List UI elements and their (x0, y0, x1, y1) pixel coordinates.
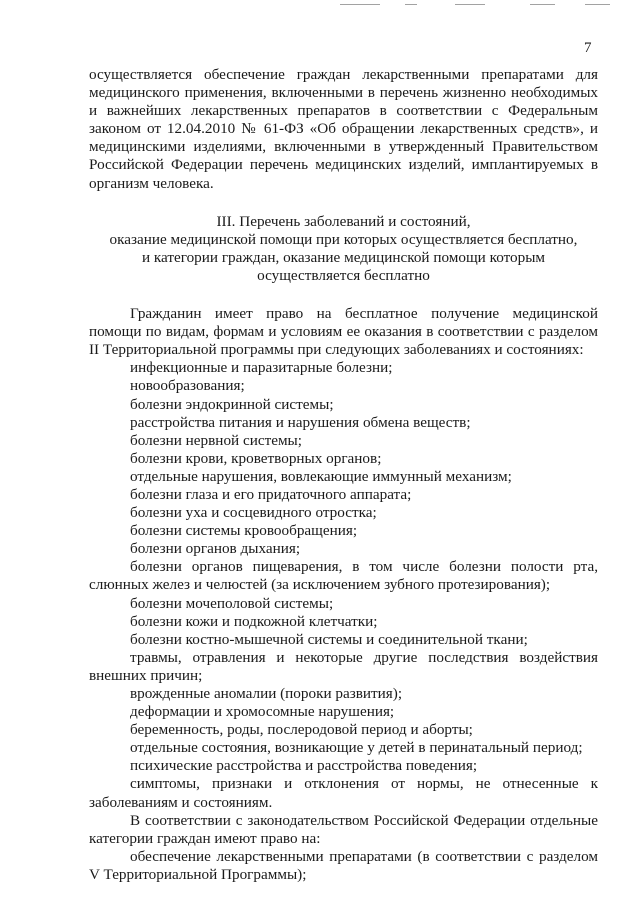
list-item: беременность, роды, послеродовой период и аборты; (130, 721, 473, 739)
list-item: болезни системы кровообращения; (130, 522, 358, 540)
document-body (89, 66, 598, 884)
text-line: медицинскими изделиями, включенными в утвержденный Правительством (89, 138, 598, 156)
section-heading (89, 213, 598, 285)
list-item: болезни крови, кроветворных органов; (130, 449, 382, 467)
heading-line: осуществляется бесплатно (257, 266, 430, 284)
list-item: инфекционные и паразитарные болезни; (130, 359, 393, 377)
text-line: организм человека. (89, 174, 214, 192)
list-item: обеспечение лекарственными препаратами (в соответствии с разделом (130, 847, 598, 865)
list-item: болезни органов дыхания; (130, 540, 301, 558)
scan-artifact (405, 4, 417, 5)
list-item-continuation: заболеваниям и состояниям. (89, 793, 273, 811)
list-item: болезни нервной системы; (130, 431, 302, 449)
text-line: помощи по видам, формам и условиям ее оказания в соответствии с разделом (89, 323, 598, 341)
text-line: Гражданин имеет право на бесплатное получение медицинской (130, 305, 598, 323)
list-item: деформации и хромосомные нарушения; (130, 703, 395, 721)
list-item: болезни уха и сосцевидного отростка; (130, 504, 377, 522)
list-item: психические расстройства и расстройства поведения; (130, 757, 478, 775)
text-line: законом от 12.04.2010 № 61-ФЗ «Об обращении лекарственных средств», и (89, 120, 598, 138)
scan-artifact (530, 4, 555, 5)
heading-line: и категории граждан, оказание медицинской помощи которым (141, 248, 546, 266)
text-line: II Территориальной программы при следующих заболеваниях и состояниях: (89, 341, 584, 359)
list-item: болезни костно-мышечной системы и соединительной ткани; (130, 630, 528, 648)
categories-list (89, 848, 598, 884)
list-item: болезни кожи и подкожной клетчатки; (130, 612, 378, 630)
list-item: новообразования; (130, 377, 245, 395)
list-item-continuation: слюнных желез и челюстей (за исключением зубного протезирования); (89, 576, 551, 594)
list-item-continuation: V Территориальной Программы); (89, 865, 307, 883)
heading-line: оказание медицинской помощи при которых осуществляется бесплатно, (109, 230, 578, 248)
text-line: категории граждан имеют право на: (89, 829, 321, 847)
conditions-list (89, 359, 598, 811)
list-item: врожденные аномалии (пороки развития); (130, 685, 403, 702)
list-item: симптомы, признаки и отклонения от нормы, не отнесенные к (130, 775, 598, 793)
list-item: болезни эндокринной системы; (130, 395, 334, 413)
page-number: 7 (584, 40, 592, 56)
list-item: расстройства питания и нарушения обмена веществ; (130, 413, 471, 431)
list-item: болезни глаза и его придаточного аппарата; (130, 485, 412, 503)
text-line: Российской Федерации перечень медицинских изделий, имплантируемых в (89, 156, 598, 174)
lead-paragraph (89, 305, 598, 359)
list-item: отдельные нарушения, вовлекающие иммунный механизм; (130, 467, 512, 485)
list-item-continuation: внешних причин; (89, 666, 203, 684)
text-line: медицинского применения, включенными в перечень жизненно необходимых (89, 84, 598, 102)
text-line: В соответствии с законодательством Российской Федерации отдельные (130, 811, 598, 829)
scan-artifact (585, 4, 610, 5)
scan-artifact (455, 4, 485, 5)
list-item: травмы, отравления и некоторые другие последствия воздействия (130, 648, 598, 666)
categories-paragraph (89, 812, 598, 848)
intro-paragraph (89, 66, 598, 193)
text-line: осуществляется обеспечение граждан лекарственными препаратами для (89, 66, 598, 83)
heading-line: III. Перечень заболеваний и состояний, (216, 212, 471, 230)
list-item: болезни органов пищеварения, в том числе болезни полости рта, (130, 558, 598, 576)
list-item: болезни мочеполовой системы; (130, 594, 334, 612)
scan-artifact (340, 4, 380, 5)
text-line: и важнейших лекарственных препаратов в соответствии с Федеральным (89, 102, 598, 120)
list-item: отдельные состояния, возникающие у детей в перинатальный период; (130, 739, 583, 757)
